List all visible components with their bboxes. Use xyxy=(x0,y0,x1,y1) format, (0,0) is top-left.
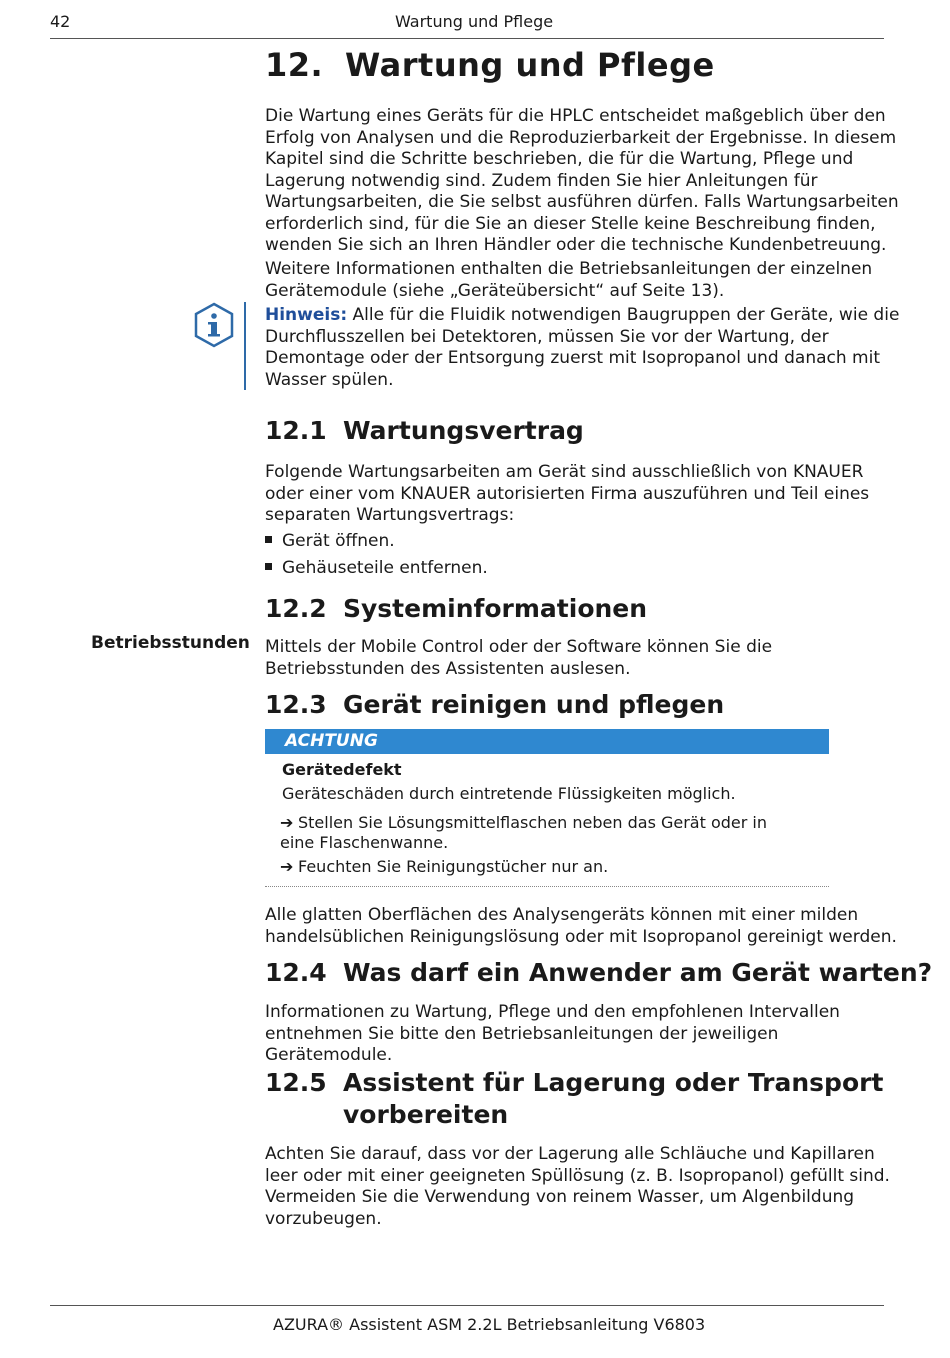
section-title: Systeminformationen xyxy=(343,594,648,623)
margin-label: Betriebsstunden xyxy=(91,633,250,653)
note-divider xyxy=(244,302,246,390)
note-paragraph xyxy=(265,305,905,391)
section-title: Assistent für Lagerung oder Transport xyxy=(343,1068,884,1097)
list-item-text: Gehäuseteile entfernen. xyxy=(282,558,488,578)
list-item xyxy=(265,557,488,579)
section-12-5-heading xyxy=(265,1067,883,1131)
arrow-right-icon: ➔ xyxy=(280,813,294,832)
chapter-number: 12. xyxy=(265,46,324,84)
section-number: 12.2 xyxy=(265,594,327,623)
section-title-continued: vorbereiten xyxy=(343,1100,509,1129)
bullet-square-icon xyxy=(265,536,272,543)
list-item-text: Gerät öffnen. xyxy=(282,531,395,551)
info-icon xyxy=(193,302,235,348)
warning-label: ACHTUNG xyxy=(285,731,378,751)
section-12-4-heading xyxy=(265,958,932,987)
section-number: 12.5 xyxy=(265,1068,327,1097)
section-12-1-heading xyxy=(265,416,584,445)
section-12-2-text: Mittels der Mobile Control oder der Software können Sie die Betriebsstunden des Assistenten auslesen. xyxy=(265,637,773,679)
section-12-4-text: Informationen zu Wartung, Pflege und den empfohlenen Intervallen entnehmen Sie bitte den Betriebsanleitungen der jeweiligen Gerätemodule. xyxy=(265,1002,840,1065)
footer-rule xyxy=(50,1305,884,1306)
warning-step-text: Feuchten Sie Reinigungstücher nur an. xyxy=(298,857,609,876)
section-12-2-heading xyxy=(265,594,647,623)
section-12-5-text: Achten Sie darauf, dass vor der Lagerung alle Schläuche und Kapillaren leer oder mit einer geeigneten Spüllösung (z. B. Isopropanol) gefüllt sind. Vermeiden Sie die Verwendung von reinem Wasser, um Algenbildung vorzubeugen. xyxy=(265,1144,890,1229)
warning-title: Gerätedefekt xyxy=(282,760,402,779)
warning-step xyxy=(280,813,800,853)
footer-text: AZURA® Assistent ASM 2.2L Betriebsanleitung V6803 xyxy=(273,1315,706,1334)
section-title: Gerät reinigen und pflegen xyxy=(343,690,725,719)
section-title: Wartungsvertrag xyxy=(343,416,584,445)
section-number: 12.4 xyxy=(265,958,327,987)
header-rule xyxy=(50,38,884,39)
section-number: 12.3 xyxy=(265,690,327,719)
section-12-1-text: Folgende Wartungsarbeiten am Gerät sind ausschließlich von KNAUER oder einer vom KNAUER autorisierten Firma auszuführen und Teil eines separaten Wartungsvertrags: xyxy=(265,462,870,525)
chapter-intro: Die Wartung eines Geräts für die HPLC entscheidet maßgeblich über den Erfolg von Analysen und die Reproduzierbarkeit der Ergebnisse. In diesem Kapitel sind die Schritte beschrieben, die für die Wartung, Pflege und Lagerung notwendig sind. Zudem finden Sie hier Anleitungen für Wartungsarbeiten, die Sie selbst ausführen dürfen. Falls Wartungsarbeiten erforderlich sind, für die Sie an dieser Stelle keine Beschreibung finden, wenden Sie sich an Ihren Händler oder die technische Kundenbetreuung. xyxy=(265,106,899,255)
page-number: 42 xyxy=(50,12,71,31)
list-item xyxy=(265,530,395,552)
note-text: Alle für die Fluidik notwendigen Baugruppen der Geräte, wie die Durchflusszellen bei Detektoren, müssen Sie vor der Wartung, der Demontage oder der Entsorgung zuerst mit Isopropanol und danach mit Wasser spülen. xyxy=(265,305,900,390)
running-header-title: Wartung und Pflege xyxy=(395,12,554,31)
section-12-3-heading xyxy=(265,690,724,719)
note-keyword: Hinweis: xyxy=(265,305,348,325)
bullet-square-icon xyxy=(265,563,272,570)
section-title: Was darf ein Anwender am Gerät warten? xyxy=(343,958,933,987)
chapter-title-text: Wartung und Pflege xyxy=(345,46,715,84)
chapter-title xyxy=(265,46,715,84)
chapter-more-info: Weitere Informationen enthalten die Betriebsanleitungen der einzelnen Gerätemodule (siehe „Geräteübersicht“ auf Seite 13). xyxy=(265,259,873,301)
warning-text: Geräteschäden durch eintretende Flüssigkeiten möglich. xyxy=(282,784,736,803)
warning-end-rule xyxy=(265,886,829,887)
arrow-right-icon: ➔ xyxy=(280,857,294,876)
warning-step xyxy=(280,857,800,877)
section-12-3-text: Alle glatten Oberflächen des Analysengeräts können mit einer milden handelsüblichen Reinigungslösung oder mit Isopropanol gereinigt werden. xyxy=(265,905,897,947)
section-number: 12.1 xyxy=(265,416,327,445)
warning-step-text: Stellen Sie Lösungsmittelflaschen neben das Gerät oder in eine Flaschenwanne. xyxy=(280,813,768,852)
